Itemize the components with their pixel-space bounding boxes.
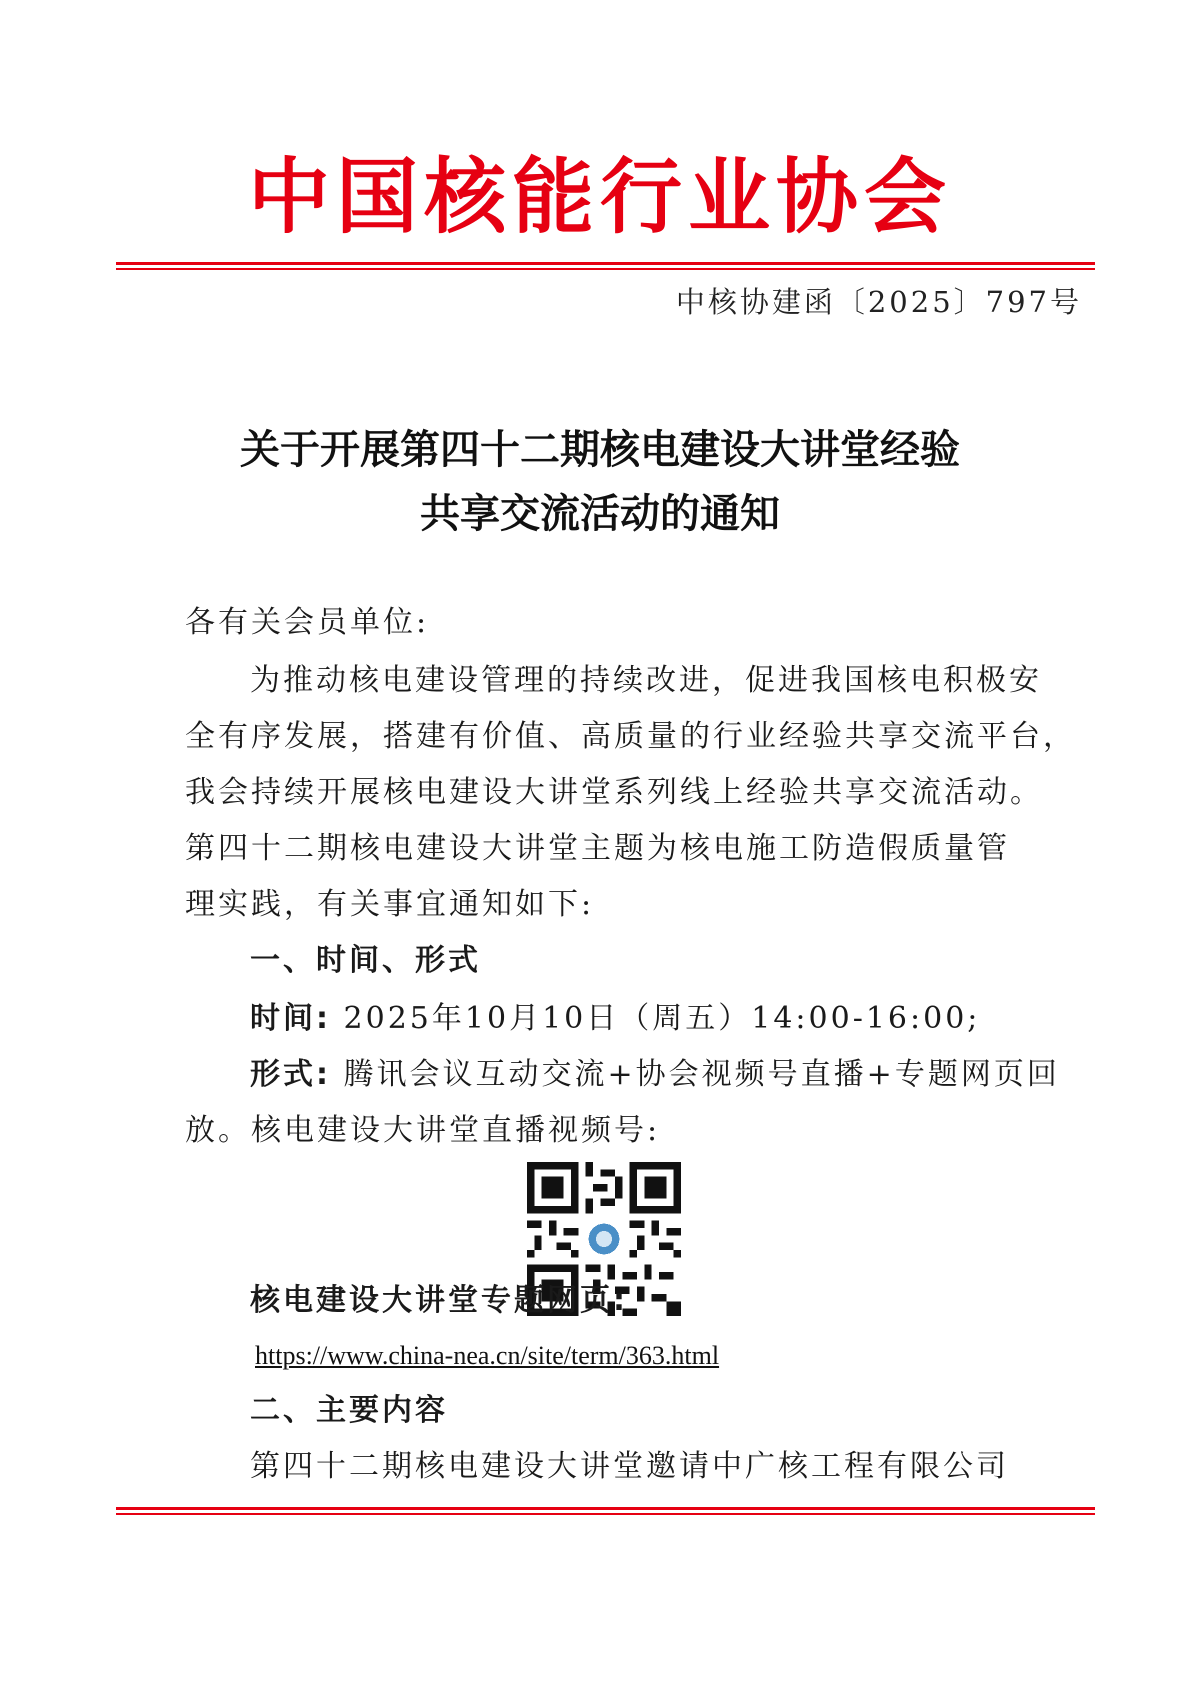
form-label: 形式: <box>250 1057 331 1092</box>
section-heading-main-content: 二、主要内容 <box>250 1393 448 1428</box>
form-row <box>250 1054 1080 1096</box>
webpage-link[interactable]: https://www.china-nea.cn/site/term/363.html <box>255 1341 720 1370</box>
footer-divider <box>116 1507 1095 1510</box>
paragraph-line: 理实践，有关事宜通知如下: <box>185 887 595 922</box>
paragraph-line: 为推动核电建设管理的持续改进，促进我国核电积极安 <box>250 663 1042 698</box>
paragraph-line: 全有序发展，搭建有价值、高质量的行业经验共享交流平台， <box>185 719 1076 754</box>
paragraph-line: 我会持续开展核电建设大讲堂系列线上经验共享交流活动。 <box>185 775 1043 810</box>
form-line2: 放。核电建设大讲堂直播视频号: <box>185 1113 661 1148</box>
notice-title-line2: 共享交流活动的通知 <box>420 491 780 537</box>
doc-number: 中核协建函〔2025〕797号 <box>675 285 1082 319</box>
header-divider <box>116 262 1095 265</box>
webpage-label: 核电建设大讲堂专题网页: <box>250 1283 628 1318</box>
time-label: 时间: <box>250 1001 331 1036</box>
paragraph-line: 第四十二期核电建设大讲堂邀请中广核工程有限公司 <box>250 1449 1009 1484</box>
time-row <box>250 998 1080 1040</box>
salutation: 各有关会员单位: <box>185 605 430 640</box>
org-name: 中国核能行业协会 <box>247 150 952 245</box>
form-value: 腾讯会议互动交流+协会视频号直播+专题网页回 <box>343 1057 1060 1092</box>
notice-title-line1: 关于开展第四十二期核电建设大讲堂经验 <box>240 427 960 473</box>
paragraph-line: 第四十二期核电建设大讲堂主题为核电施工防造假质量管 <box>185 831 1010 866</box>
time-value: 2025年10月10日（周五）14:00-16:00; <box>343 1001 981 1036</box>
section-heading-time-form: 一、时间、形式 <box>250 943 481 978</box>
